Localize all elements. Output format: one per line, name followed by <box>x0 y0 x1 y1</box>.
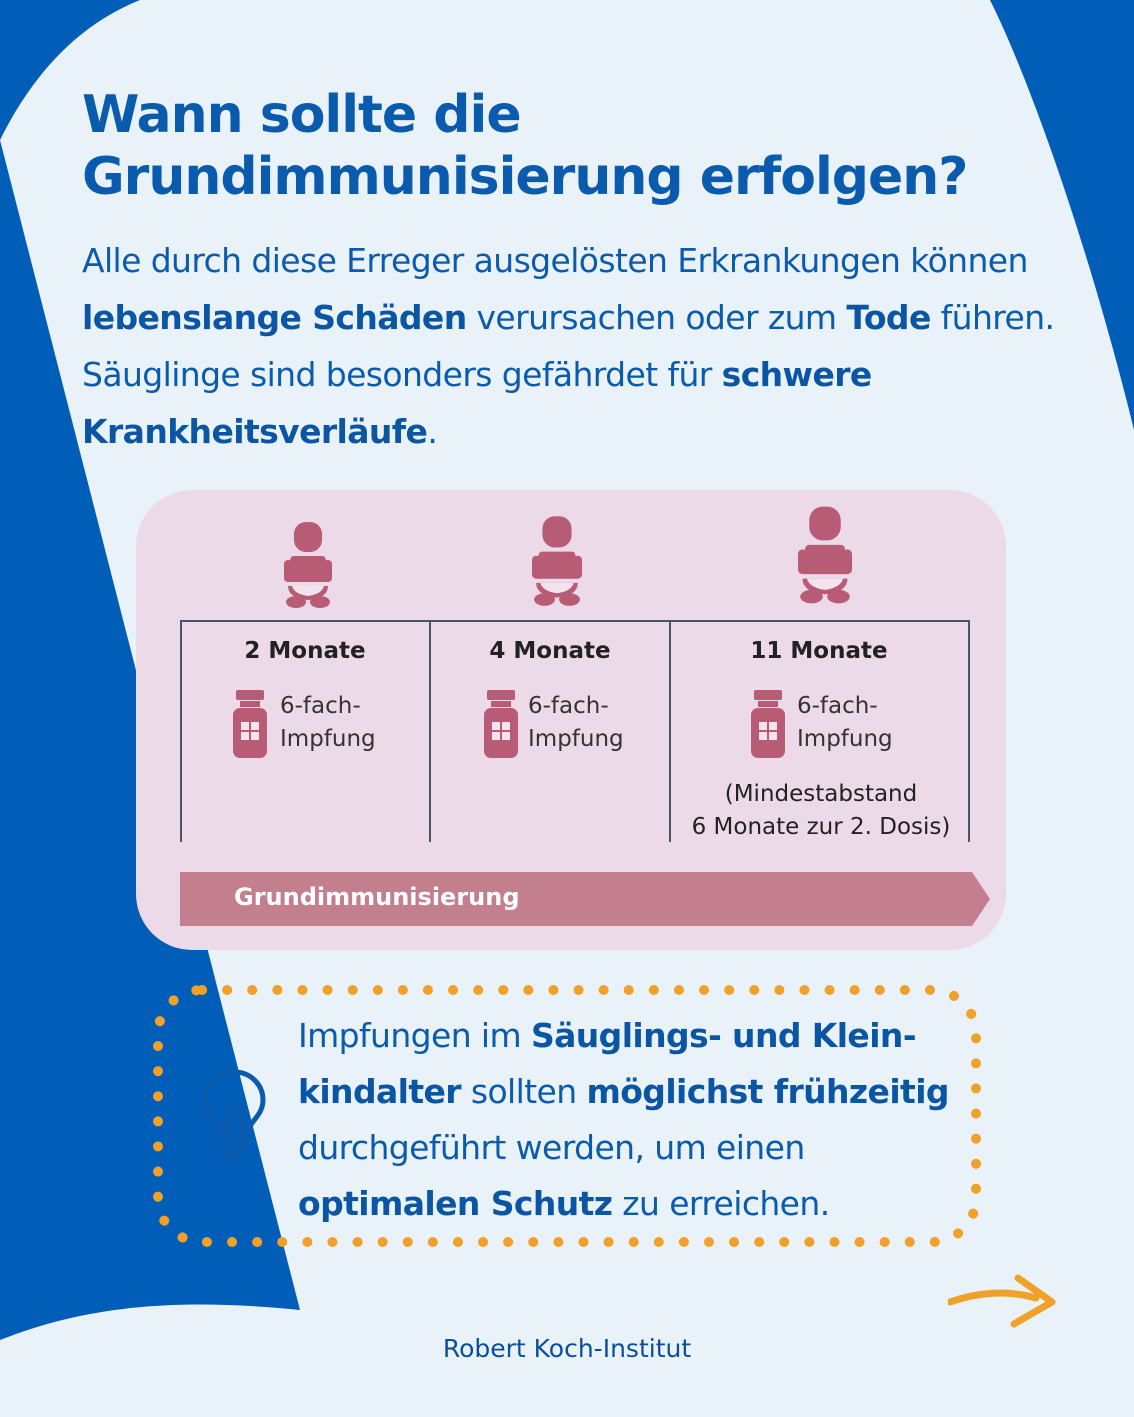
intro-bold-3: schwere Krankheitsverläufe <box>82 355 872 451</box>
footer-brand: Robert Koch-Institut <box>442 1334 692 1363</box>
intro-text-1: Alle durch diese Erreger ausgelösten Erkrankungen können <box>82 241 1028 280</box>
title-line-1: Wann sollte die <box>82 85 521 145</box>
vaccine-label-line-1: 6-fach- <box>797 693 878 719</box>
tip-bold-2: möglichst frühzeitig <box>586 1072 949 1111</box>
intro-text-2: verursachen oder zum <box>466 298 847 337</box>
tip-bold-3: optimalen Schutz <box>298 1184 613 1223</box>
tip-text-2: sollten <box>460 1072 587 1111</box>
tip-paragraph <box>298 1008 978 1232</box>
vaccine-vial-icon <box>751 690 785 758</box>
month-label-11: 11 Monate <box>750 638 888 664</box>
intro-bold-1: lebenslange Schäden <box>82 298 467 337</box>
tip-bold-1: Säuglings- und Klein-kindalter <box>298 1016 916 1111</box>
vaccine-label-line-1: 6-fach- <box>280 693 361 719</box>
vaccine-label-4-months <box>528 690 624 756</box>
timeline-divider <box>968 620 970 842</box>
vaccine-vial-icon <box>484 690 518 758</box>
arrow-right-icon[interactable] <box>948 1272 1056 1330</box>
vaccine-label-line-2: Impfung <box>528 726 624 752</box>
lightbulb-icon <box>200 1068 268 1164</box>
tip-text-4: zu erreichen. <box>612 1184 830 1223</box>
bar-label: Grundimmunisierung <box>234 883 520 911</box>
month-label-4: 4 Monate <box>489 638 611 664</box>
title-line-2: Grundimmunisierung erfolgen? <box>82 147 968 207</box>
intro-bold-2: Tode <box>846 298 931 337</box>
note-line-2: 6 Monate zur 2. Dosis) <box>691 814 951 840</box>
tip-text-3: durchgeführt werden, um einen <box>298 1128 805 1167</box>
note-line-1: (Mindestabstand <box>724 781 918 807</box>
timeline-top-line <box>180 620 970 622</box>
intro-text-3: führen. Säuglinge sind besonders gefährdet für <box>82 298 1055 394</box>
tip-text-1: Impfungen im <box>298 1016 531 1055</box>
vaccine-label-line-2: Impfung <box>797 726 893 752</box>
baby-icon-4-months <box>532 516 582 606</box>
vaccine-label-line-2: Impfung <box>280 726 376 752</box>
vaccine-label-2-months <box>280 690 376 756</box>
baby-icon-2-months <box>284 522 332 608</box>
vaccine-vial-icon <box>233 690 267 758</box>
page-title <box>82 84 1082 208</box>
intro-paragraph <box>82 232 1082 460</box>
baby-icon-11-months <box>798 502 852 608</box>
month-label-2: 2 Monate <box>244 638 366 664</box>
intro-text-4: . <box>427 412 438 451</box>
minimum-interval-note <box>676 778 966 844</box>
vaccine-label-line-1: 6-fach- <box>528 693 609 719</box>
vaccine-label-11-months <box>797 690 893 756</box>
